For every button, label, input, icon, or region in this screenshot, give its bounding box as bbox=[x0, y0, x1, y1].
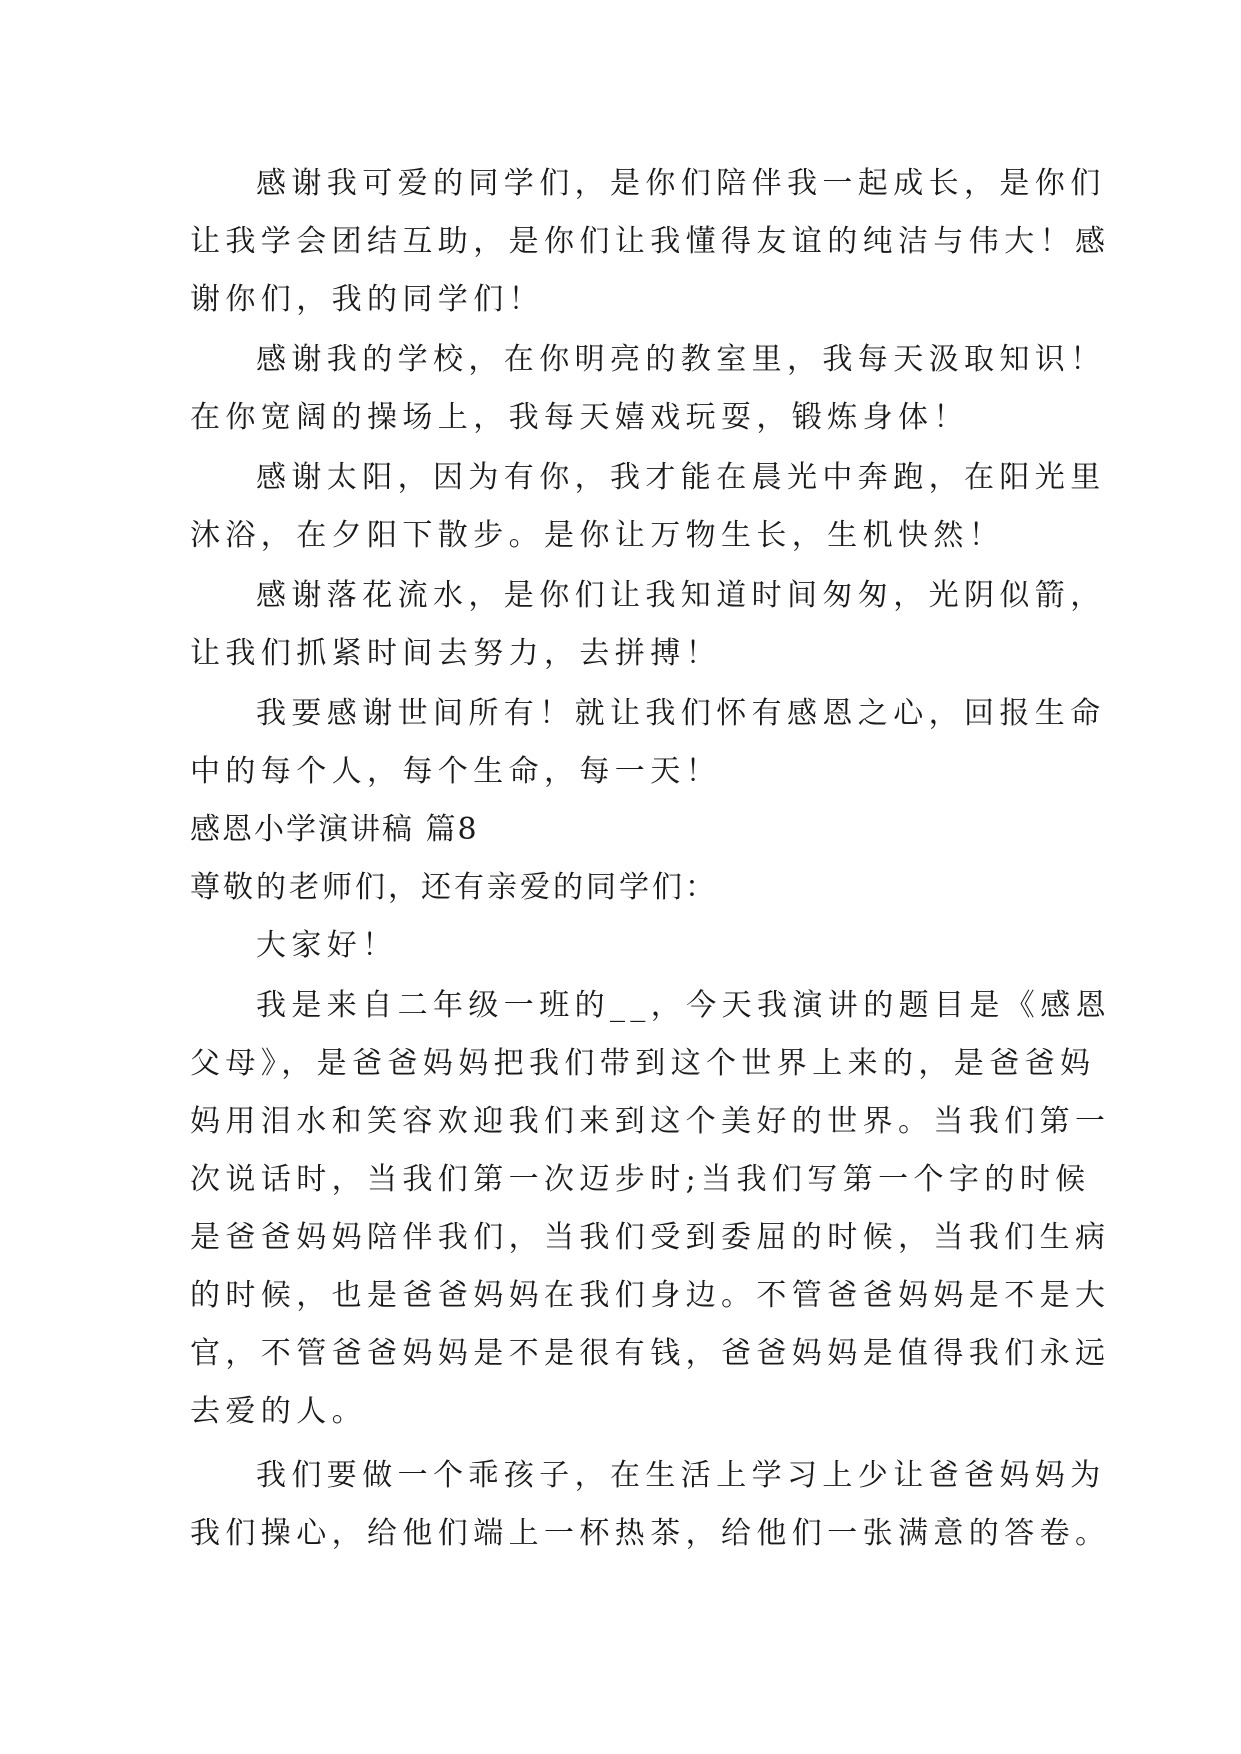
text-line: 我要感谢世间所有！就让我们怀有感恩之心，回报生命 bbox=[256, 696, 1106, 731]
document-body bbox=[190, 155, 1111, 1563]
greeting bbox=[190, 917, 1070, 975]
text-line: 是爸爸妈妈陪伴我们，当我们受到委屈的时候，当我们生病 bbox=[190, 1220, 1111, 1255]
greeting-text: 大家好！ bbox=[256, 928, 398, 963]
text-line: 次说话时，当我们第一次迈步时;当我们写第一个字的时候 bbox=[190, 1162, 1091, 1197]
paragraph-thank-time bbox=[190, 567, 1106, 683]
text-line: 感谢落花流水，是你们让我知道时间匆匆，光阴似箭， bbox=[256, 578, 1106, 613]
paragraph-thank-parents bbox=[190, 977, 1111, 1441]
text-line: 的时候，也是爸爸妈妈在我们身边。不管爸爸妈妈是不是大 bbox=[190, 1278, 1111, 1313]
text-line: 官，不管爸爸妈妈是不是很有钱，爸爸妈妈是值得我们永远 bbox=[190, 1336, 1111, 1371]
text-line: 妈用泪水和笑容欢迎我们来到这个美好的世界。当我们第一 bbox=[190, 1104, 1111, 1139]
text-line: 我们要做一个乖孩子，在生活上学习上少让爸爸妈妈为 bbox=[256, 1458, 1106, 1493]
text-line: 我们操心，给他们端上一杯热茶，给他们一张满意的答卷。 bbox=[190, 1516, 1111, 1551]
text-line: 让我们抓紧时间去努力，去拼搏！ bbox=[190, 636, 721, 671]
text-line: 感谢我的学校，在你明亮的教室里，我每天汲取知识！ bbox=[256, 342, 1106, 377]
paragraph-thank-sun bbox=[190, 449, 1106, 565]
text-line: 让我学会团结互助，是你们让我懂得友谊的纯洁与伟大！感 bbox=[190, 224, 1111, 259]
text-line: 父母》，是爸爸妈妈把我们带到这个世界上来的，是爸爸妈 bbox=[190, 1046, 1096, 1081]
text-line: 中的每个人，每个生命，每一天！ bbox=[190, 754, 721, 789]
heading-text: 感恩小学演讲稿 篇8 bbox=[190, 812, 479, 847]
salutation-text: 尊敬的老师们，还有亲爱的同学们： bbox=[190, 870, 718, 905]
paragraph-thank-school bbox=[190, 331, 1106, 447]
text-line: 我是来自二年级一班的__，今天我演讲的题目是《感恩 bbox=[256, 988, 1111, 1023]
paragraph-good-child bbox=[190, 1447, 1111, 1563]
paragraph-thank-classmates bbox=[190, 155, 1111, 329]
section-heading bbox=[190, 801, 1070, 859]
paragraph-thank-all bbox=[190, 685, 1106, 801]
text-line: 沐浴，在夕阳下散步。是你让万物生长，生机快然！ bbox=[190, 518, 1005, 553]
salutation bbox=[190, 859, 1070, 917]
text-line: 谢你们，我的同学们！ bbox=[190, 282, 544, 317]
text-line: 去爱的人。 bbox=[190, 1394, 367, 1429]
text-line: 感谢太阳，因为有你，我才能在晨光中奔跑，在阳光里 bbox=[256, 460, 1106, 495]
text-line: 在你宽阔的操场上，我每天嬉戏玩耍，锻炼身体！ bbox=[190, 400, 969, 435]
text-line: 感谢我可爱的同学们，是你们陪伴我一起成长，是你们 bbox=[256, 166, 1106, 201]
